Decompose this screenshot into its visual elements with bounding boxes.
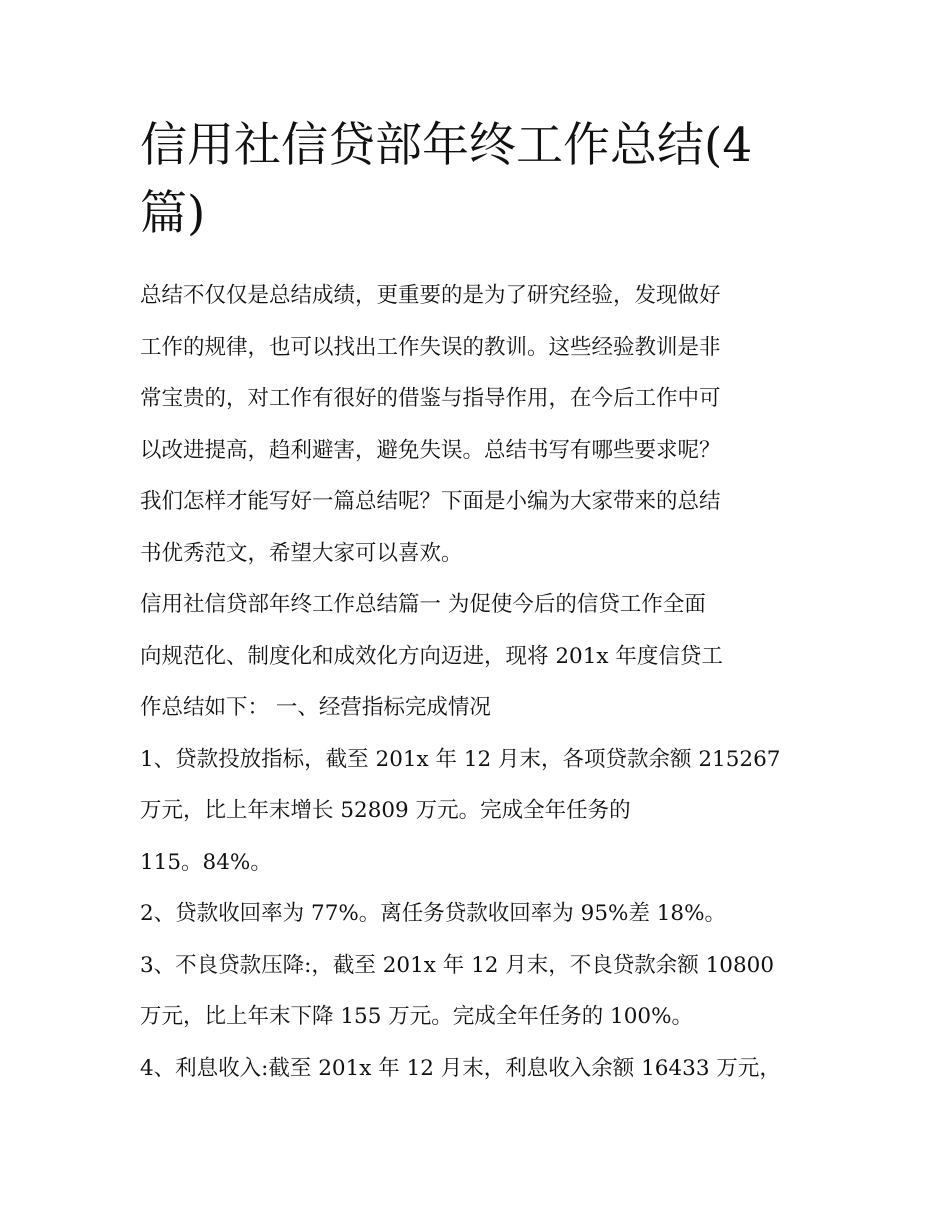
text-line: 2、贷款收回率为 77%。离任务贷款收回率为 95%差 18%。 [140,901,727,926]
text-line: 作总结如下： 一、经营指标完成情况 [140,695,491,720]
text-line: 3、不良贷款压降:，截至 201x 年 12 月末，不良贷款余额 10800 [140,952,775,978]
text-line: 1、贷款投放指标，截至 201x 年 12 月末，各项贷款余额 215267 [140,746,781,772]
text-line: 以改进提高，趋利避害，避免失误。总结书写有哪些要求呢？ [140,437,721,463]
document-body [140,270,812,1094]
title-line-1: 信用社信贷部年终工作总结(4 [140,118,753,173]
text-line: 万元，比上年末增长 52809 万元。完成全年任务的 [140,798,631,823]
item-3-paragraph [140,940,812,1043]
text-line: 115。84%。 [140,849,272,875]
text-line: 工作的规律，也可以找出工作失误的教训。这些经验教训是非 [140,334,721,360]
item-1-paragraph [140,734,812,889]
document-title [140,112,812,248]
document-page [140,112,812,1094]
text-line: 总结不仅仅是总结成绩，更重要的是为了研究经验，发现做好 [140,283,721,308]
item-2-paragraph [140,888,812,940]
text-line: 向规范化、制度化和成效化方向迈进，现将 201x 年度信贷工 [140,643,723,669]
text-line: 常宝贵的，对工作有很好的借鉴与指导作用，在今后工作中可 [140,386,721,411]
text-line: 万元，比上年末下降 155 万元。完成全年任务的 100%。 [140,1004,694,1029]
text-line: 4、利息收入:截至 201x 年 12 月末，利息收入余额 16433 万元， [140,1055,781,1081]
title-line-2: 篇) [140,186,206,241]
intro-paragraph [140,270,812,579]
text-line: 我们怎样才能写好一篇总结呢？下面是小编为大家带来的总结 [140,489,721,514]
section-one-paragraph [140,579,812,734]
text-line: 书优秀范文，希望大家可以喜欢。 [140,540,463,566]
text-line: 信用社信贷部年终工作总结篇一 为促使今后的信贷工作全面 [140,592,706,617]
item-4-paragraph [140,1043,812,1095]
